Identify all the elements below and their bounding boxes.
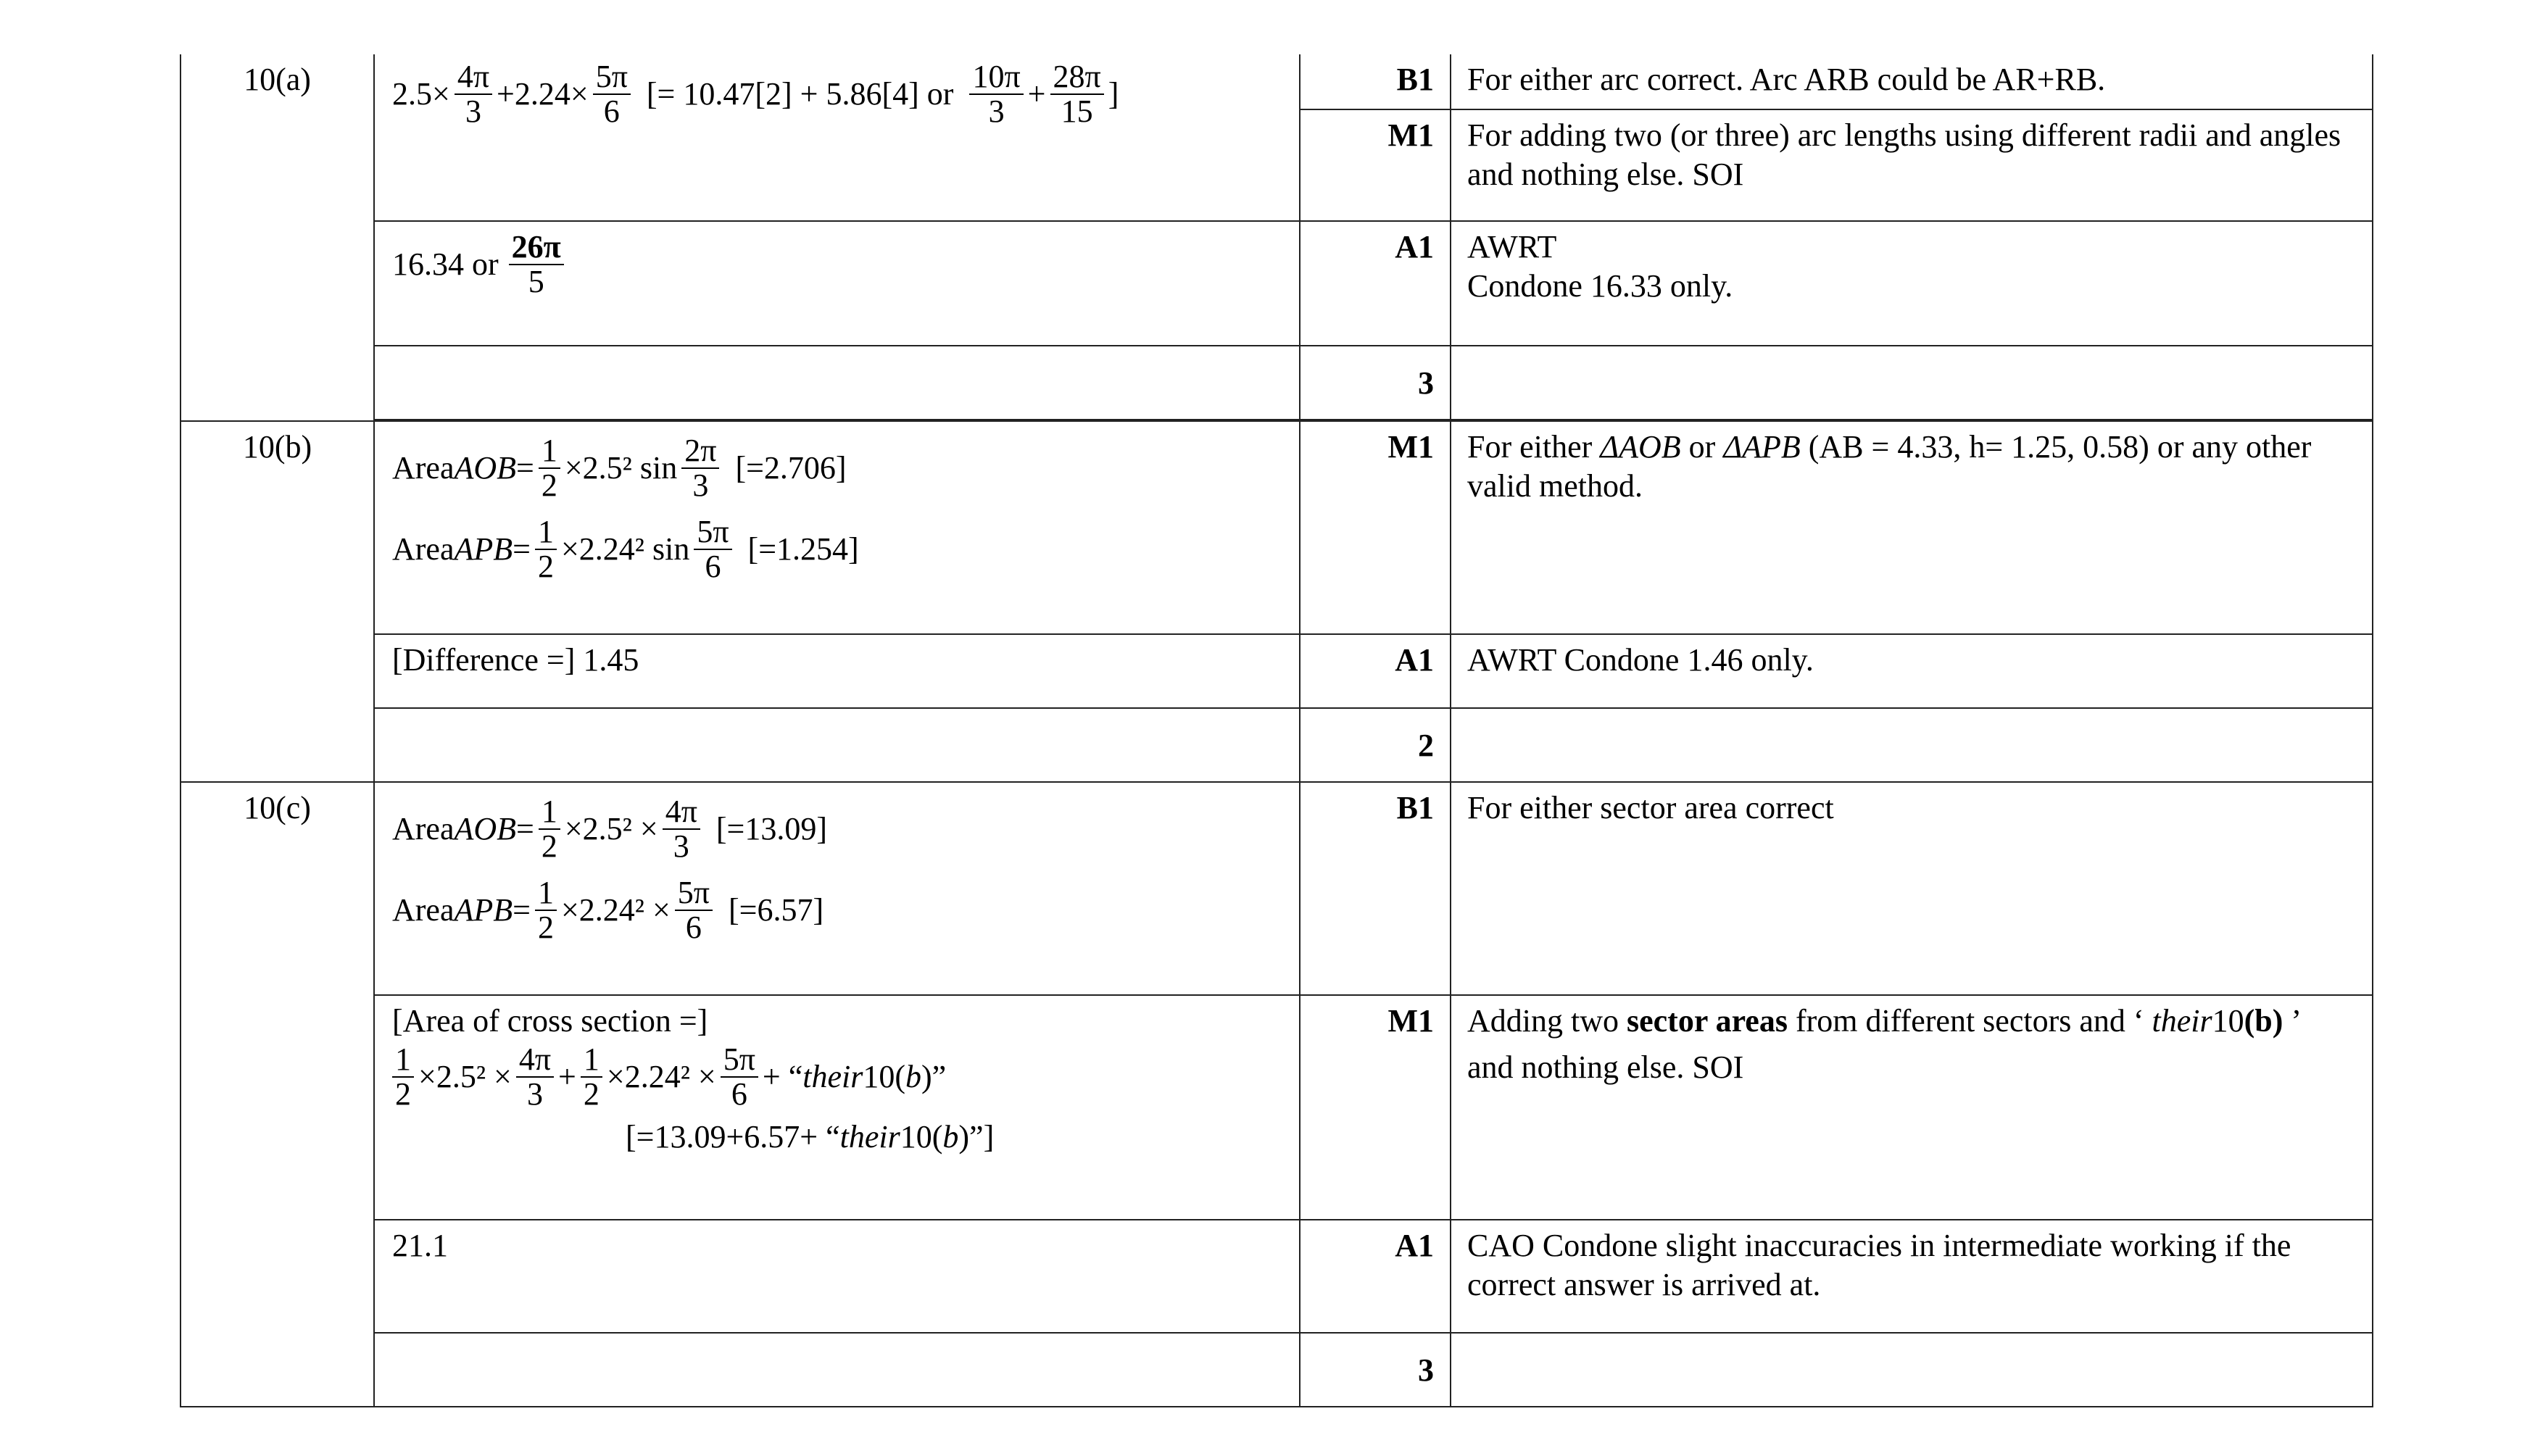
total-row <box>181 708 2373 782</box>
guidance-text: For either ΔAOB or ΔAPB (AB = 4.33, h= 1.25, 0.58) or any other valid method. <box>1451 421 2373 634</box>
final-answer: 16.34 or $\frac{26\pi}{5}$ <box>392 230 568 299</box>
cross-section-expression: $\frac{1}{2}$ ×2.5² × $\frac{4\pi}{3}$ + $\frac{1}{2}$ ×2.24² × $\frac{5\pi}{6}$ + “ their 10( b )” <box>392 1041 1282 1113</box>
answer-cell: [Difference =] 1.45 <box>374 634 1300 708</box>
empty-cell <box>374 1333 1300 1407</box>
mark-code: A1 <box>1300 634 1451 708</box>
total-row <box>181 346 2373 420</box>
arc-length-expression: 2.5× $\frac{4\pi}{3}$ +2.24× $\frac{5\pi}{6}$ [= 10.47[2] + 5.86[4] or $\frac{10\pi}{3}$ + $\frac{28\pi}{15}$ ] <box>392 59 1119 129</box>
guidance-text: AWRT Condone 1.46 only. <box>1451 634 2373 708</box>
mark-code: M1 <box>1300 109 1451 221</box>
guidance-text: For adding two (or three) arc lengths using different radii and angles and nothing else. SOI <box>1451 109 2373 221</box>
guidance-text: For either arc correct. Arc ARB could be AR+RB. <box>1451 54 2373 109</box>
total-marks: 2 <box>1300 708 1451 782</box>
guidance-text: CAO Condone slight inaccuracies in intermediate working if the correct answer is arrived at. <box>1451 1220 2373 1333</box>
empty-cell <box>1451 708 2373 782</box>
mark-code: A1 <box>1300 221 1451 346</box>
question-number: 10(b) <box>181 421 374 782</box>
cross-section-sum: [=13.09+6.57+ “their10(b)”] <box>626 1119 995 1155</box>
sector-area-apb: Area APB = $\frac{1}{2}$ ×2.24² × $\frac{5\pi}{6}$ [=6.57] <box>392 875 824 945</box>
mark-code: M1 <box>1300 995 1451 1220</box>
triangle-area-apb: Area APB = $\frac{1}{2}$ ×2.24² sin $\frac{5\pi}{6}$ [=1.254] <box>392 514 859 584</box>
guidance-text: Adding two sector areas from different sectors and ‘ their10(b) ’ and nothing else. SOI <box>1451 995 2373 1220</box>
triangle-area-aob: Area AOB = $\frac{1}{2}$ ×2.5² sin $\frac{2\pi}{3}$ [=2.706] <box>392 433 847 503</box>
question-number: 10(a) <box>181 54 374 421</box>
question-number: 10(c) <box>181 782 374 1407</box>
mark-code: A1 <box>1300 1220 1451 1333</box>
table-row <box>181 634 2373 708</box>
empty-cell <box>374 708 1300 782</box>
table-row <box>181 995 2373 1220</box>
empty-cell <box>374 346 1300 420</box>
table-row <box>181 782 2373 995</box>
answer-cell <box>374 221 1300 346</box>
guidance-text: For either sector area correct <box>1451 782 2373 995</box>
table-row <box>181 1220 2373 1333</box>
guidance-text: AWRT Condone 16.33 only. <box>1451 221 2373 346</box>
mark-scheme-table <box>180 54 2373 1407</box>
answer-cell: 21.1 <box>374 1220 1300 1333</box>
empty-cell <box>1451 346 2373 420</box>
mark-code: B1 <box>1300 54 1451 109</box>
answer-cell <box>374 54 1300 221</box>
table-row <box>181 421 2373 634</box>
mark-code: M1 <box>1300 421 1451 634</box>
answer-cell <box>374 421 1300 634</box>
total-marks: 3 <box>1300 1333 1451 1407</box>
total-marks: 3 <box>1300 346 1451 420</box>
answer-cell <box>374 782 1300 995</box>
mark-code: B1 <box>1300 782 1451 995</box>
sector-area-aob: Area AOB = $\frac{1}{2}$ ×2.5² × $\frac{4\pi}{3}$ [=13.09] <box>392 794 828 864</box>
table-row <box>181 54 2373 109</box>
empty-cell <box>1451 1333 2373 1407</box>
total-row <box>181 1333 2373 1407</box>
answer-cell: [Area of cross section =] $\frac{1}{2}$ ×2.5² × $\frac{4\pi}{3}$ + $\frac{1}{2}$ ×2.24² × $\frac{5\pi}{6}$ + “ their 10( b )” [=13.09+6.57+ “their10(b)”] <box>374 995 1300 1220</box>
table-row <box>181 221 2373 346</box>
